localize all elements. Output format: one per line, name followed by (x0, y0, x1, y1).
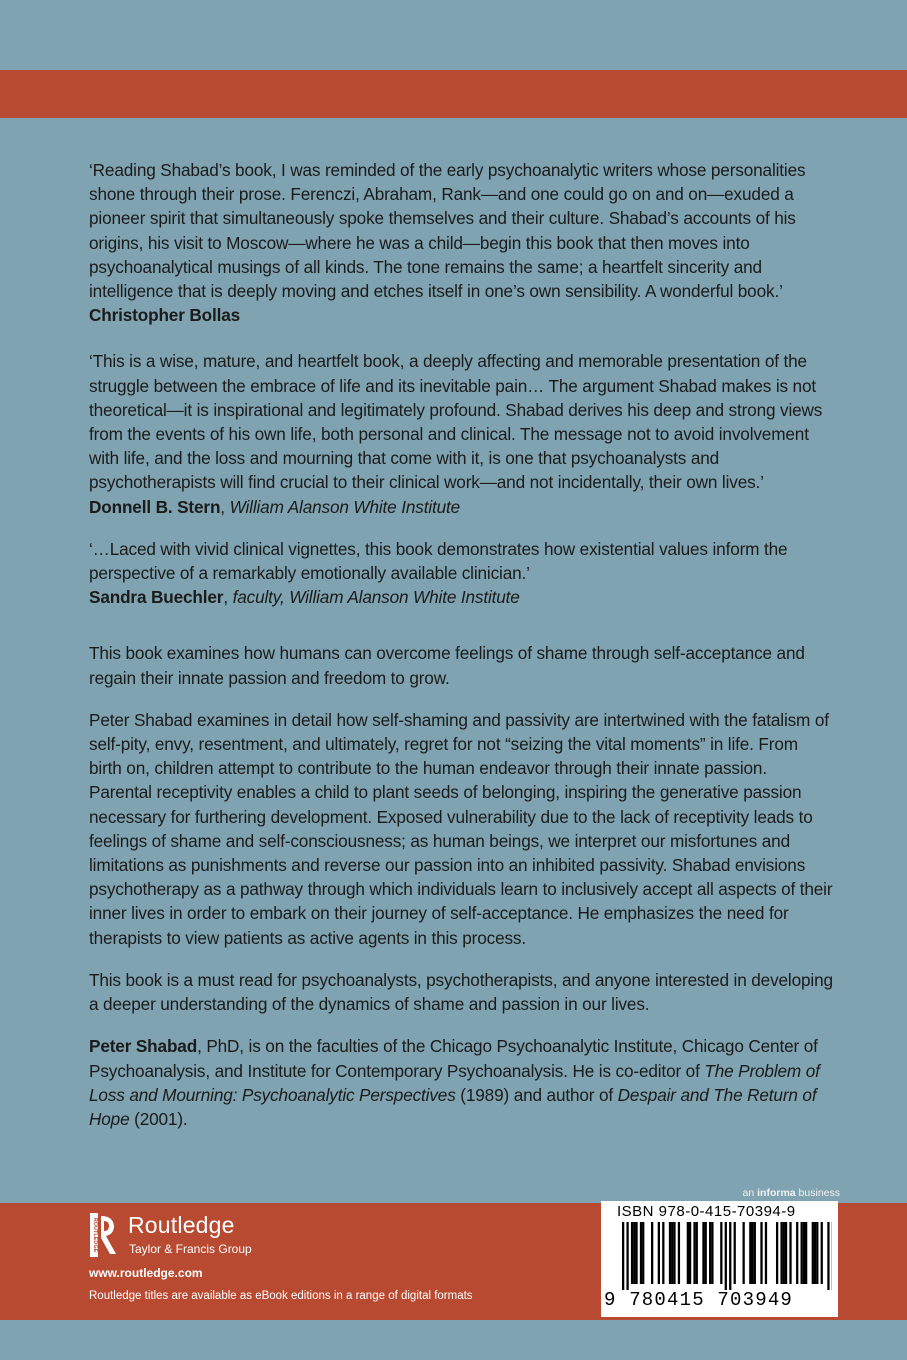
publisher-url[interactable]: www.routledge.com (89, 1266, 203, 1280)
barcode-bar (709, 1222, 711, 1284)
barcode-bar (729, 1222, 731, 1290)
top-color-band (0, 70, 907, 118)
author-name: Peter Shabad (89, 1036, 198, 1057)
barcode-bar (662, 1222, 664, 1284)
barcode-bar (783, 1222, 785, 1284)
description-paragraph-2: Peter Shabad examines in detail how self-shaming and passivity are intertwined with the fatalism of self-pity, envy, resentment, and ultimately, regret for not “seizing the vital moments” in life. From birth on, children attempt to contribute to the human endeavor through their innate passion. Parental receptivity enables a child to plant seeds of belonging, inspiring the generative passion necessary for furthering development. Exposed vulnerability due to the lack of receptivity leads to feelings of shame and self-consciousness; as human beings, we interpret our misfortunes and limitations as punishments and reverse our passion into an inhibited passivity. Shabad envisions psychotherapy as a pathway through which individuals learn to inclusively accept all aspects of their inner lives in order to embark on their journey of self-acceptance. He emphasizes the need for therapists to view patients as active agents in this process. (89, 709, 833, 948)
routledge-logo-icon (89, 1212, 119, 1258)
barcode-bar (658, 1222, 660, 1284)
isbn-label: ISBN 978-0-415-70394-9 (617, 1203, 796, 1220)
endorsement-author-3: Sandra Buechler, faculty, William Alanson White Institute (89, 587, 520, 608)
endorsement-quote-2: ‘This is a wise, mature, and heartfelt book, a deeply affecting and memorable presentation of the struggle between the embrace of life and its inevitable pain… The argument Shabad makes is not theoretical—it is inspirational and legitimately profound. Shabad derives his deep and strong views from the events of his own life, both personal and clinical. The message not to avoid involvement with life, and the loss and mourning that come with it, is one that psychoanalysts and psychotherapists will find crucial to their clinical work—and not incidentally, their own lives.’ (89, 351, 823, 493)
barcode-bar (651, 1222, 653, 1284)
description-paragraph-3: This book is a must read for psychoanalysts, psychotherapists, and anyone interested in developing a deeper understanding of the dynamics of shame and passion in our lives. (89, 969, 833, 1015)
barcode-bar (754, 1222, 756, 1284)
barcode-digits: 9 780415 703949 (604, 1289, 794, 1311)
barcode-bar (801, 1222, 803, 1284)
barcode-bar (633, 1222, 635, 1284)
barcode-bar (765, 1222, 767, 1284)
barcode-bar (751, 1222, 753, 1284)
informa-business-tag: an informa business (742, 1187, 840, 1199)
barcode-bar (812, 1222, 814, 1284)
barcode-bars-icon (610, 1222, 832, 1290)
endorsement-quote-1: ‘Reading Shabad’s book, I was reminded of the early psychoanalytic writers whose personalities shone through their prose. Ferenczi, Abraham, Rank—and one could go on and on—exuded a pioneer spirit that simultaneously spoke themselves and their culture. Shabad’s accounts of his origins, his visit to Moscow—where he was a child—begin this book that then moves into psychoanalytical musings of all kinds. The tone remains the same; a heartfelt sincerity and intelligence that is deeply moving and etches itself in one’s own sensibility. A wonderful book.’ (89, 160, 806, 302)
publisher-group: Taylor & Francis Group (129, 1242, 252, 1256)
barcode-bar (678, 1222, 680, 1284)
barcode-bar (725, 1222, 727, 1290)
barcode-bar (789, 1222, 791, 1284)
informa-brand: informa (757, 1187, 796, 1199)
endorser-name-3: Sandra Buechler (89, 587, 224, 608)
barcode-bar (734, 1222, 736, 1284)
barcode-bar (749, 1222, 751, 1284)
barcode-bar (687, 1222, 689, 1284)
ebook-note: Routledge titles are available as eBook editions in a range of digital formats (89, 1290, 473, 1302)
author-bio-text-3: (2001). (129, 1108, 188, 1129)
barcode-bar (711, 1222, 713, 1284)
back-cover-text (89, 158, 834, 1131)
barcode-bar (743, 1222, 745, 1284)
barcode-bar (671, 1222, 673, 1284)
barcode-bar (705, 1222, 707, 1284)
barcode-bar (635, 1222, 637, 1284)
author-bio-text-1: , PhD, is on the faculties of the Chicago Psychoanalytic Institute, Chicago Center of Psychoanalysis, and Institute for Contemporary Psychoanalysis. He is co-editor of (89, 1036, 818, 1081)
barcode-bar (702, 1222, 704, 1284)
author-bio-text-2: (1989) and author of (455, 1084, 618, 1105)
description-paragraph-1: This book examines how humans can overcome feelings of shame through self-acceptance and regain their innate passion and freedom to grow. (89, 643, 805, 688)
barcode-bar (622, 1222, 624, 1290)
author-book-2: Despair and The Return of Hope (89, 1084, 817, 1129)
barcode-bar (720, 1222, 722, 1284)
barcode-bar (776, 1222, 778, 1284)
publisher-name: Routledge (128, 1212, 235, 1238)
barcode-bar (642, 1222, 644, 1284)
endorsement-author-1 (89, 303, 834, 327)
barcode-bar (631, 1222, 633, 1284)
barcode-bar (827, 1222, 829, 1290)
barcode-bar (640, 1222, 642, 1284)
barcode-bar (803, 1222, 805, 1284)
endorsement-quote-3: ‘…Laced with vivid clinical vignettes, this book demonstrates how existential values inform the perspective of a remarkably emotionally available clinician.’ (89, 538, 788, 584)
barcode-bar (821, 1222, 823, 1284)
endorser-name-2: Donnell B. Stern (89, 496, 221, 517)
endorsement-author-2: Donnell B. Stern, William Alanson White Institute (89, 496, 461, 517)
endorser-name-1: Christopher Bollas (89, 305, 241, 326)
barcode-bar (805, 1222, 807, 1284)
endorser-affiliation-2: William Alanson White Institute (229, 496, 461, 517)
author-book-1: The Problem of Loss and Mourning: Psychoanalytic Perspectives (89, 1060, 820, 1105)
barcode-bar (689, 1222, 691, 1284)
barcode-bar (816, 1222, 818, 1284)
barcode-bar (780, 1222, 782, 1284)
endorser-affiliation-3: faculty, William Alanson White Institute (232, 587, 520, 608)
barcode-bar (814, 1222, 816, 1284)
author-bio (89, 1034, 834, 1131)
barcode-bar (760, 1222, 762, 1284)
barcode-bar (785, 1222, 787, 1284)
barcode-bar (626, 1222, 628, 1290)
barcode-bar (796, 1222, 798, 1284)
routledge-logo-text: ROUTLEDGE (92, 1217, 98, 1253)
barcode-bar (669, 1222, 671, 1284)
barcode-bar (673, 1222, 675, 1284)
barcode-bar (696, 1222, 698, 1284)
barcode-bar (693, 1222, 695, 1284)
